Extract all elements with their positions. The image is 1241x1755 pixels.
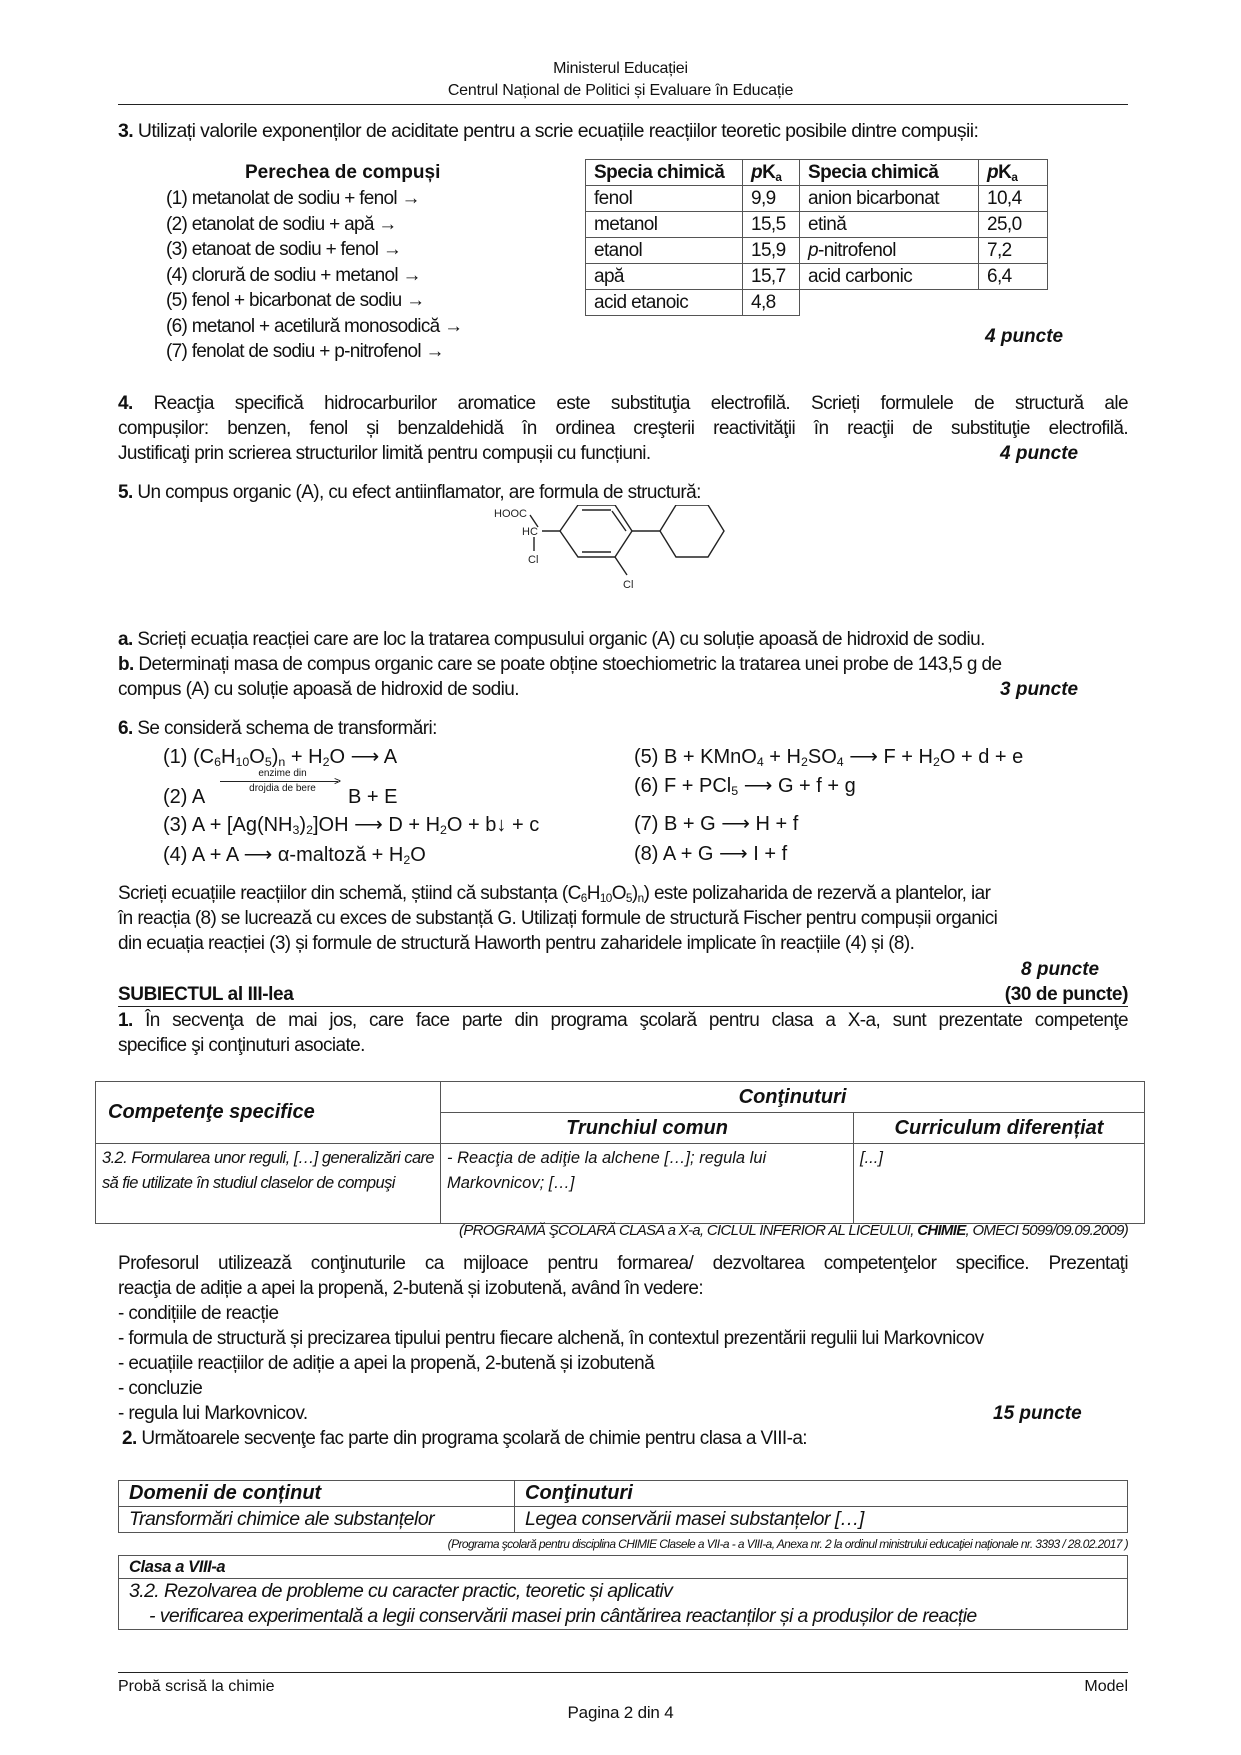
col-curriculum-diferentiat: Curriculum diferențiat (854, 1113, 1145, 1144)
q3-pair: (5) fenol + bicarbonat de sodiu → (166, 290, 425, 311)
bullet: - formula de structură și precizarea tipului pentru fiecare alchenă, în contextul prezentării regulii lui Markovnicov (118, 1328, 984, 1349)
q5-b-line1: b. Determinați masa de compus organic care se poate obține stoechiometric la tratarea unei probe de 143,5 g de (118, 654, 1002, 675)
source-programa-x: (PROGRAMĂ ŞCOLARĂ CLASA a X-a, CICLUL INFERIOR AL LICEULUI, CHIMIE, OMECI 5099/09.09.2009) (459, 1222, 1128, 1239)
label-hc: HC (522, 526, 538, 538)
q6-statement: 6. Se consideră schema de transformări: (118, 718, 437, 739)
pka-table (585, 159, 1048, 316)
reaction-3: (3) $A + [Ag(NH_3)_2]OH$ ⟶ $D + H_2O$ + b↓ + c (163, 814, 540, 838)
q3-pair: (2) etanolat de sodiu + apă → (166, 213, 397, 235)
compound-a-structure (490, 505, 750, 615)
pka-row: acid etanoic 4,8 (586, 290, 1048, 316)
reaction-1: (1) $(C_6H_{10}O_5)_n + H_2O$ ⟶ A (163, 746, 398, 770)
reaction-2-catalyst-top: enzime din (258, 768, 307, 779)
q6-instructions-line2: în reacția (8) se lucrează cu exces de substanță G. Utilizați formule de structură Fischer pentru compușii organici (118, 908, 998, 929)
q3-pairs-title: Perechea de compuși (245, 162, 441, 183)
s3q1-paragraph-line2: reacţia de adiție a apei la propenă, 2-butenă și izobutenă, având în vedere: (118, 1278, 704, 1299)
label-cl1: Cl (528, 554, 539, 566)
q3-pairs-list (166, 188, 462, 367)
section-rule (118, 1006, 1128, 1007)
class-viii-content: 3.2. Rezolvarea de probleme cu caracter practic, teoretic și aplicativ - verificarea experimentală a legii conservării masei prin cântărirea reactanților și a produșilor de reacție (119, 1579, 1128, 1630)
q4-line3: Justificaţi prin scrierea structurilor limită pentru compușii cu funcțiuni. (118, 443, 651, 464)
q5-statement: 5. Un compus organic (A), cu efect antiinflamator, are formula de structură: (118, 482, 701, 503)
s3q1-points: 15 puncte (993, 1403, 1082, 1424)
col-domenii: Domenii de conținut (119, 1481, 515, 1507)
q3-pair: (3) etanoat de sodiu + fenol → (166, 239, 402, 260)
page-number: Pagina 2 din 4 (567, 1703, 674, 1722)
q5-a: a. Scrieți ecuația reacției care are loc la tratarea compusului organic (A) cu soluție apoasă de hidroxid de sodiu. (118, 629, 985, 650)
s3q2-statement: 2. Următoarele secvenţe fac parte din programa şcolară de chimie pentru clasa a VIII-a: (122, 1428, 807, 1449)
reaction-7: (7) B + G ⟶ H + f (634, 813, 799, 835)
reaction-4: (4) A + A ⟶ α-maltoză + $H_2O$ (163, 844, 426, 868)
bullet: - condițiile de reacție (118, 1303, 279, 1324)
col-continuturi: Conţinuturi (515, 1481, 1128, 1507)
pka-header-row: Specia chimică $pK_a$ Specia chimică $pK_a$ (586, 160, 1048, 186)
q5-points: 3 puncte (1000, 679, 1079, 700)
q6-instructions-line3: din ecuația reacției (3) și formule de structură Haworth pentru zaharidele implicate în reacțiile (4) și (8). (118, 933, 915, 954)
pka-row: metanol 15,5 etină 25,0 (586, 212, 1048, 238)
q4-line2: compușilor: benzen, fenol și benzaldehidă în ordinea creşterii reactivităţii în reacţii de substituţie electrofilă. (118, 418, 1128, 439)
class-viii-header: Clasa a VIII-a (119, 1556, 1128, 1579)
q3-pair: (6) metanol + acetilură monosodică → (166, 315, 463, 337)
reaction-8: (8) A + G ⟶ I + f (634, 843, 788, 865)
col-group-continuturi: Conţinuturi (441, 1082, 1145, 1113)
class-viii-table (118, 1555, 1128, 1630)
pka-row: etanol 15,9 p-nitrofenol 7,2 (586, 238, 1048, 264)
reaction-2-arrow (220, 781, 338, 782)
bullet: - ecuațiile reacțiilor de adiție a apei la propenă, 2-butenă și izobutenă (118, 1353, 655, 1374)
competence-row: 3.2. Formularea unor reguli, […] generalizări care să fie utilizate în studiul claselor de compuşi - Reacţia de adiţie la alchene […]; regula lui Markovnicov; […] [...] (96, 1144, 1145, 1224)
competence-table (95, 1081, 1145, 1224)
q3-pair: (4) clorură de sodiu + metanol → (166, 264, 421, 286)
label-hooc: HOOC (494, 508, 527, 520)
arrow-head-icon: > (334, 774, 342, 788)
footer-rule (118, 1672, 1128, 1673)
reaction-6: (6) F + PCl$_5$ ⟶ G + f + g (634, 775, 856, 799)
s3q1-line1: 1. În secvenţa de mai jos, care face parte din programa şcolară pentru clasa a X-a, sunt prezentate competenţe (118, 1010, 1128, 1031)
q3-statement: 3. Utilizați valorile exponenților de aciditate pentru a scrie ecuațiile reacțiilor teoretic posibile dintre compușii: (118, 120, 979, 142)
q3-points: 4 puncte (985, 326, 1064, 347)
section-title: SUBIECTUL al III-lea (118, 984, 294, 1005)
q4-points: 4 puncte (1000, 443, 1079, 464)
col-trunchiul-comun: Trunchiul comun (441, 1113, 854, 1144)
source-programa-viii: (Programa şcolară pentru disciplina CHIMIE Clasele a VII-a - a VIII-a, Anexa nr. 2 la ordinul ministrului educaţiei naționale nr. 3393 / 28.02.2017 ) (447, 1537, 1128, 1551)
header-ministry: Ministerul Educației (553, 60, 688, 77)
q4-line1: 4. Reacţia specifică hidrocarburilor aromatice este substituţia electrofilă. Scrieți formulele de structură ale (118, 393, 1128, 414)
pka-row: fenol 9,9 anion bicarbonat 10,4 (586, 186, 1048, 212)
q3-pair: (1) metanolat de sodiu + fenol → (166, 188, 420, 209)
s3q1-paragraph-line1: Profesorul utilizează conţinuturile ca mijloace pentru formarea/ dezvoltarea competenţelor specifice. Prezentaţi (118, 1253, 1128, 1274)
q5-b-line2: compus (A) cu soluție apoasă de hidroxid de sodiu. (118, 679, 519, 700)
col-competente: Competenţe specifice (96, 1082, 441, 1144)
s3q1-line2: specifice şi conţinuturi asociate. (118, 1035, 365, 1056)
content-domains-table (118, 1480, 1128, 1533)
header-rule (118, 104, 1128, 105)
reaction-2-products: B + E (348, 786, 398, 808)
content-domains-row: Transformări chimice ale substanțelor Legea conservării masei substanțelor […] (119, 1507, 1128, 1533)
q3-pair: (7) fenolat de sodiu + p-nitrofenol → (166, 341, 444, 362)
footer-left: Probă scrisă la chimie (118, 1678, 275, 1695)
section-points: (30 de puncte) (1004, 984, 1128, 1005)
reaction-2: (2) A (163, 786, 206, 808)
reaction-5: (5) B + KMnO$_4$ + $H_2SO_4$ ⟶ $F + H_2O + d + e$ (634, 746, 1024, 770)
bullet: - regula lui Markovnicov. (118, 1403, 308, 1424)
header-center: Centrul Național de Politici și Evaluare în Educație (447, 82, 794, 99)
reaction-2-catalyst-bottom: drojdia de bere (249, 783, 316, 794)
q6-instructions-line1: Scrieți ecuațiile reacțiilor din schemă, știind că substanța $(C_6H_{10}O_5)_n$) este polizaharida de rezervă a plantelor, iar (118, 883, 991, 905)
pka-row: apă 15,7 acid carbonic 6,4 (586, 264, 1048, 290)
footer-right: Model (1084, 1678, 1128, 1695)
q6-points: 8 puncte (1021, 959, 1100, 980)
bullet: - concluzie (118, 1378, 203, 1399)
label-cl2: Cl (623, 579, 634, 591)
